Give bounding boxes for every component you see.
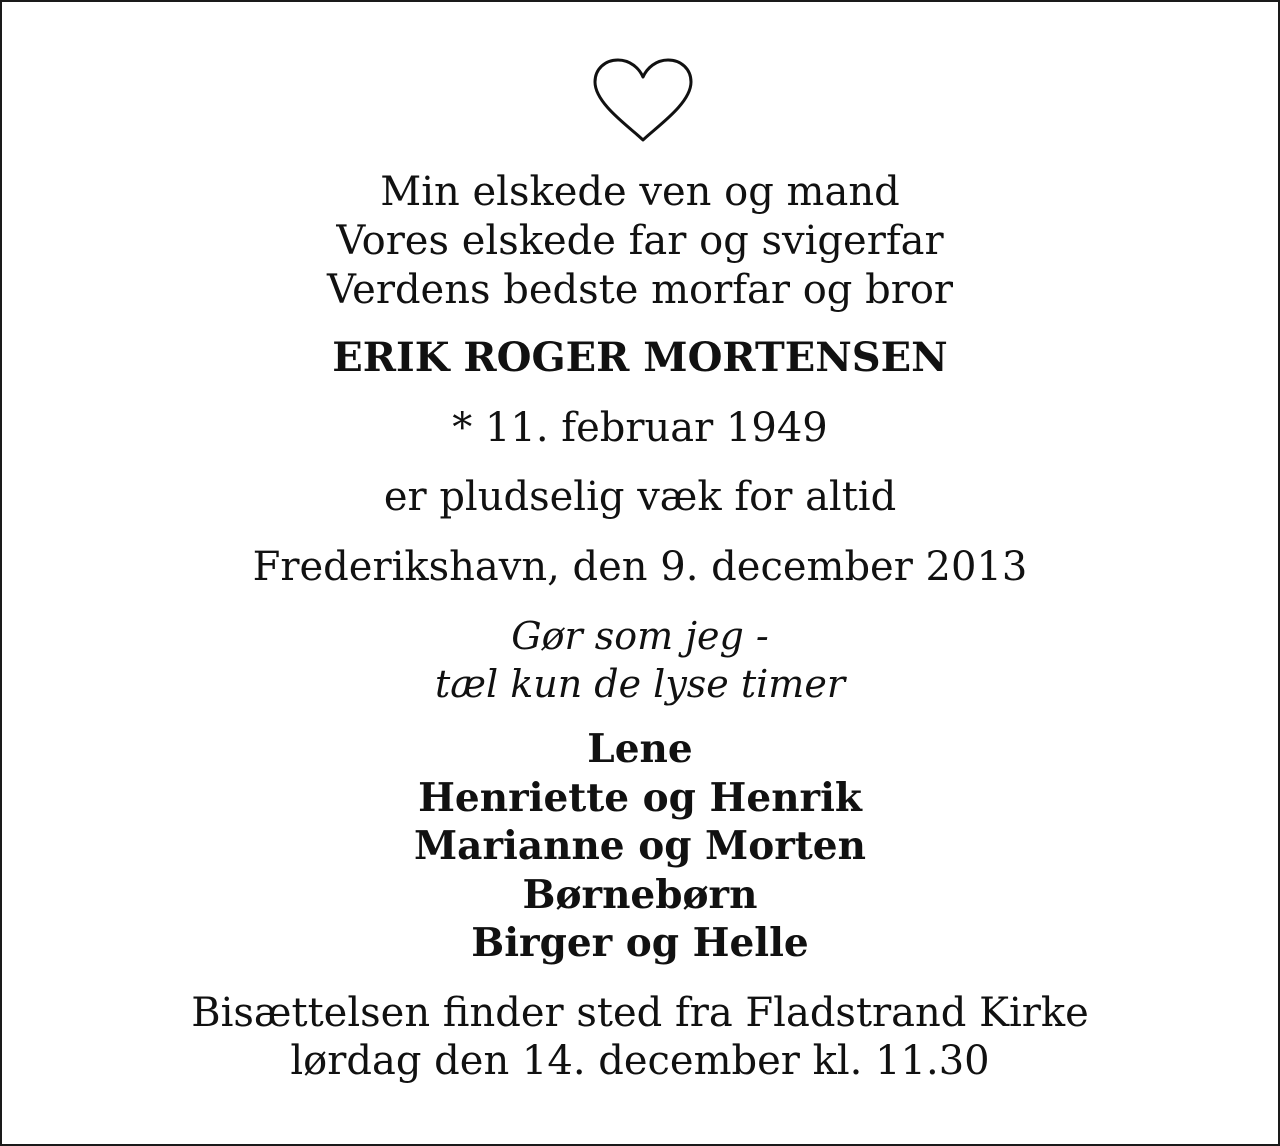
family-signatures <box>2 725 1278 968</box>
family-line: Marianne og Morten <box>414 823 866 869</box>
family-line: Henriette og Henrik <box>418 774 862 821</box>
intro-line: Min elskede ven og mand <box>380 169 900 215</box>
quote-line: Gør som jeg - <box>511 614 769 658</box>
deceased-name-text: ERIK ROGER MORTENSEN <box>332 334 948 381</box>
birth-date <box>2 400 1278 456</box>
intro-line: Vores elskede far og svigerfar <box>336 218 944 264</box>
intro-line: Verdens bedste morfar og bror <box>326 267 954 313</box>
passed-statement-text: er pludselig væk for altid <box>383 474 897 520</box>
heart-icon <box>591 56 695 144</box>
funeral-service-info <box>2 989 1278 1085</box>
quote <box>2 612 1278 708</box>
family-line: Lene <box>587 726 693 772</box>
passed-statement <box>2 469 1278 525</box>
service-line: Bisættelsen finder sted fra Fladstrand Kirke <box>191 990 1089 1036</box>
place-and-date-text: Frederikshavn, den 9. december 2013 <box>252 544 1028 590</box>
family-line: Birger og Helle <box>471 920 809 966</box>
deceased-name <box>2 330 1278 386</box>
family-line: Børnebørn <box>522 871 758 918</box>
service-line: lørdag den 14. december kl. 11.30 <box>290 1038 990 1084</box>
birth-date-text: * 11. februar 1949 <box>452 405 828 451</box>
quote-line: tæl kun de lyse timer <box>435 662 845 706</box>
intro-text <box>2 168 1278 315</box>
place-and-date <box>2 539 1278 595</box>
